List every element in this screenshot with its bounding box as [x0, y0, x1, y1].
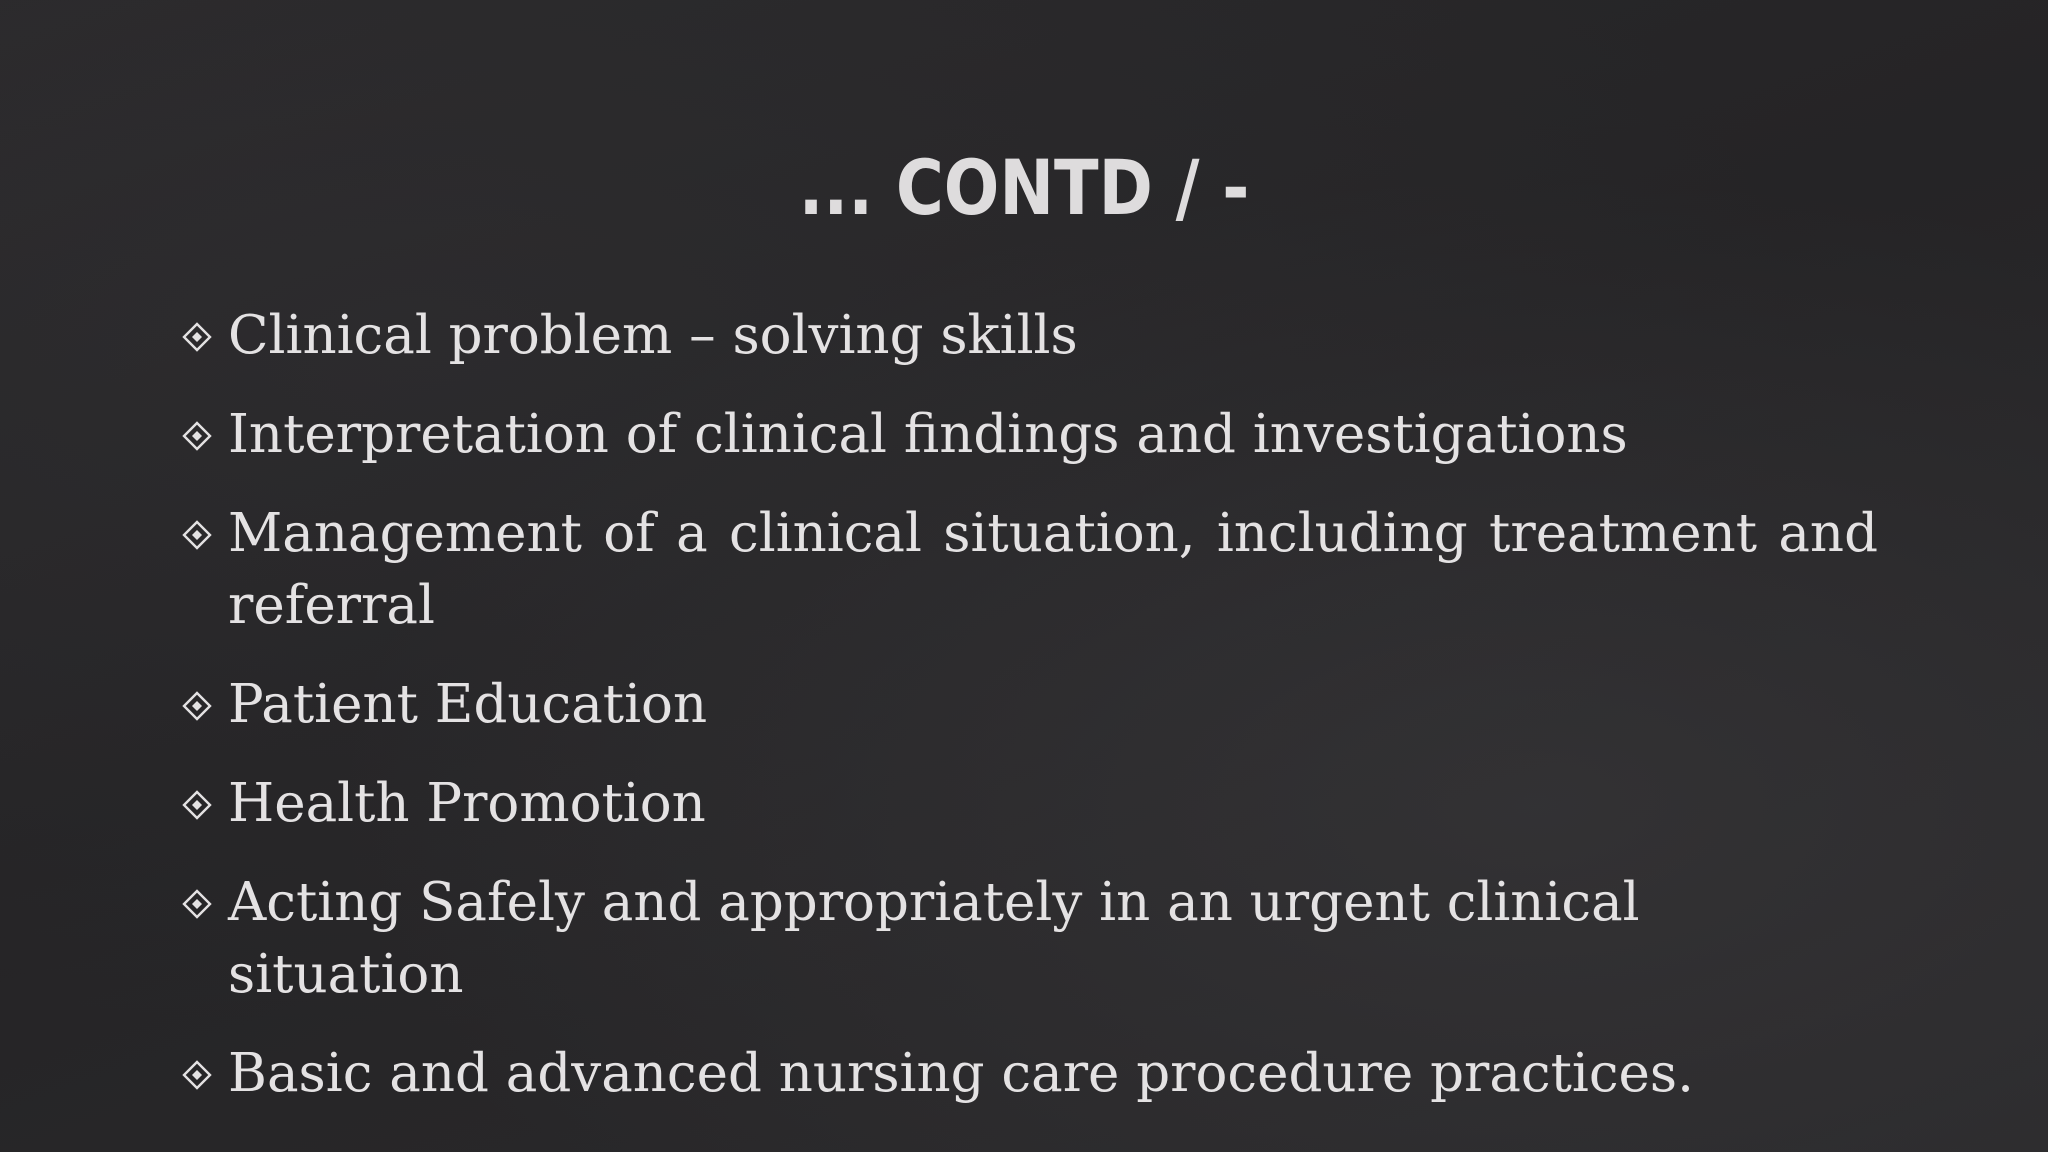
list-item [178, 867, 1878, 1011]
diamond-bullet-icon [182, 790, 212, 820]
bullet-text: Acting Safely and appropriately in an urgent clinical situation [228, 872, 1640, 1005]
diamond-bullet-icon [182, 520, 212, 550]
bullet-list [178, 300, 1878, 1137]
bullet-text: Basic and advanced nursing care procedure practices. [228, 1043, 1694, 1104]
diamond-bullet-icon [182, 1060, 212, 1090]
diamond-bullet-icon [182, 691, 212, 721]
diamond-bullet-icon [182, 421, 212, 451]
list-item [178, 300, 1878, 372]
slide-title: ... CONTD / - [798, 143, 1250, 232]
list-item [178, 669, 1878, 741]
list-item [178, 498, 1878, 642]
bullet-text: Management of a clinical situation, including treatment and referral [228, 503, 1878, 636]
list-item [178, 768, 1878, 840]
diamond-bullet-icon [182, 889, 212, 919]
list-item [178, 399, 1878, 471]
bullet-text: Health Promotion [228, 773, 706, 834]
list-item [178, 1038, 1878, 1110]
bullet-text: Interpretation of clinical findings and investigations [228, 404, 1628, 465]
bullet-text: Clinical problem – solving skills [228, 305, 1078, 366]
diamond-bullet-icon [182, 322, 212, 352]
bullet-text: Patient Education [228, 674, 708, 735]
